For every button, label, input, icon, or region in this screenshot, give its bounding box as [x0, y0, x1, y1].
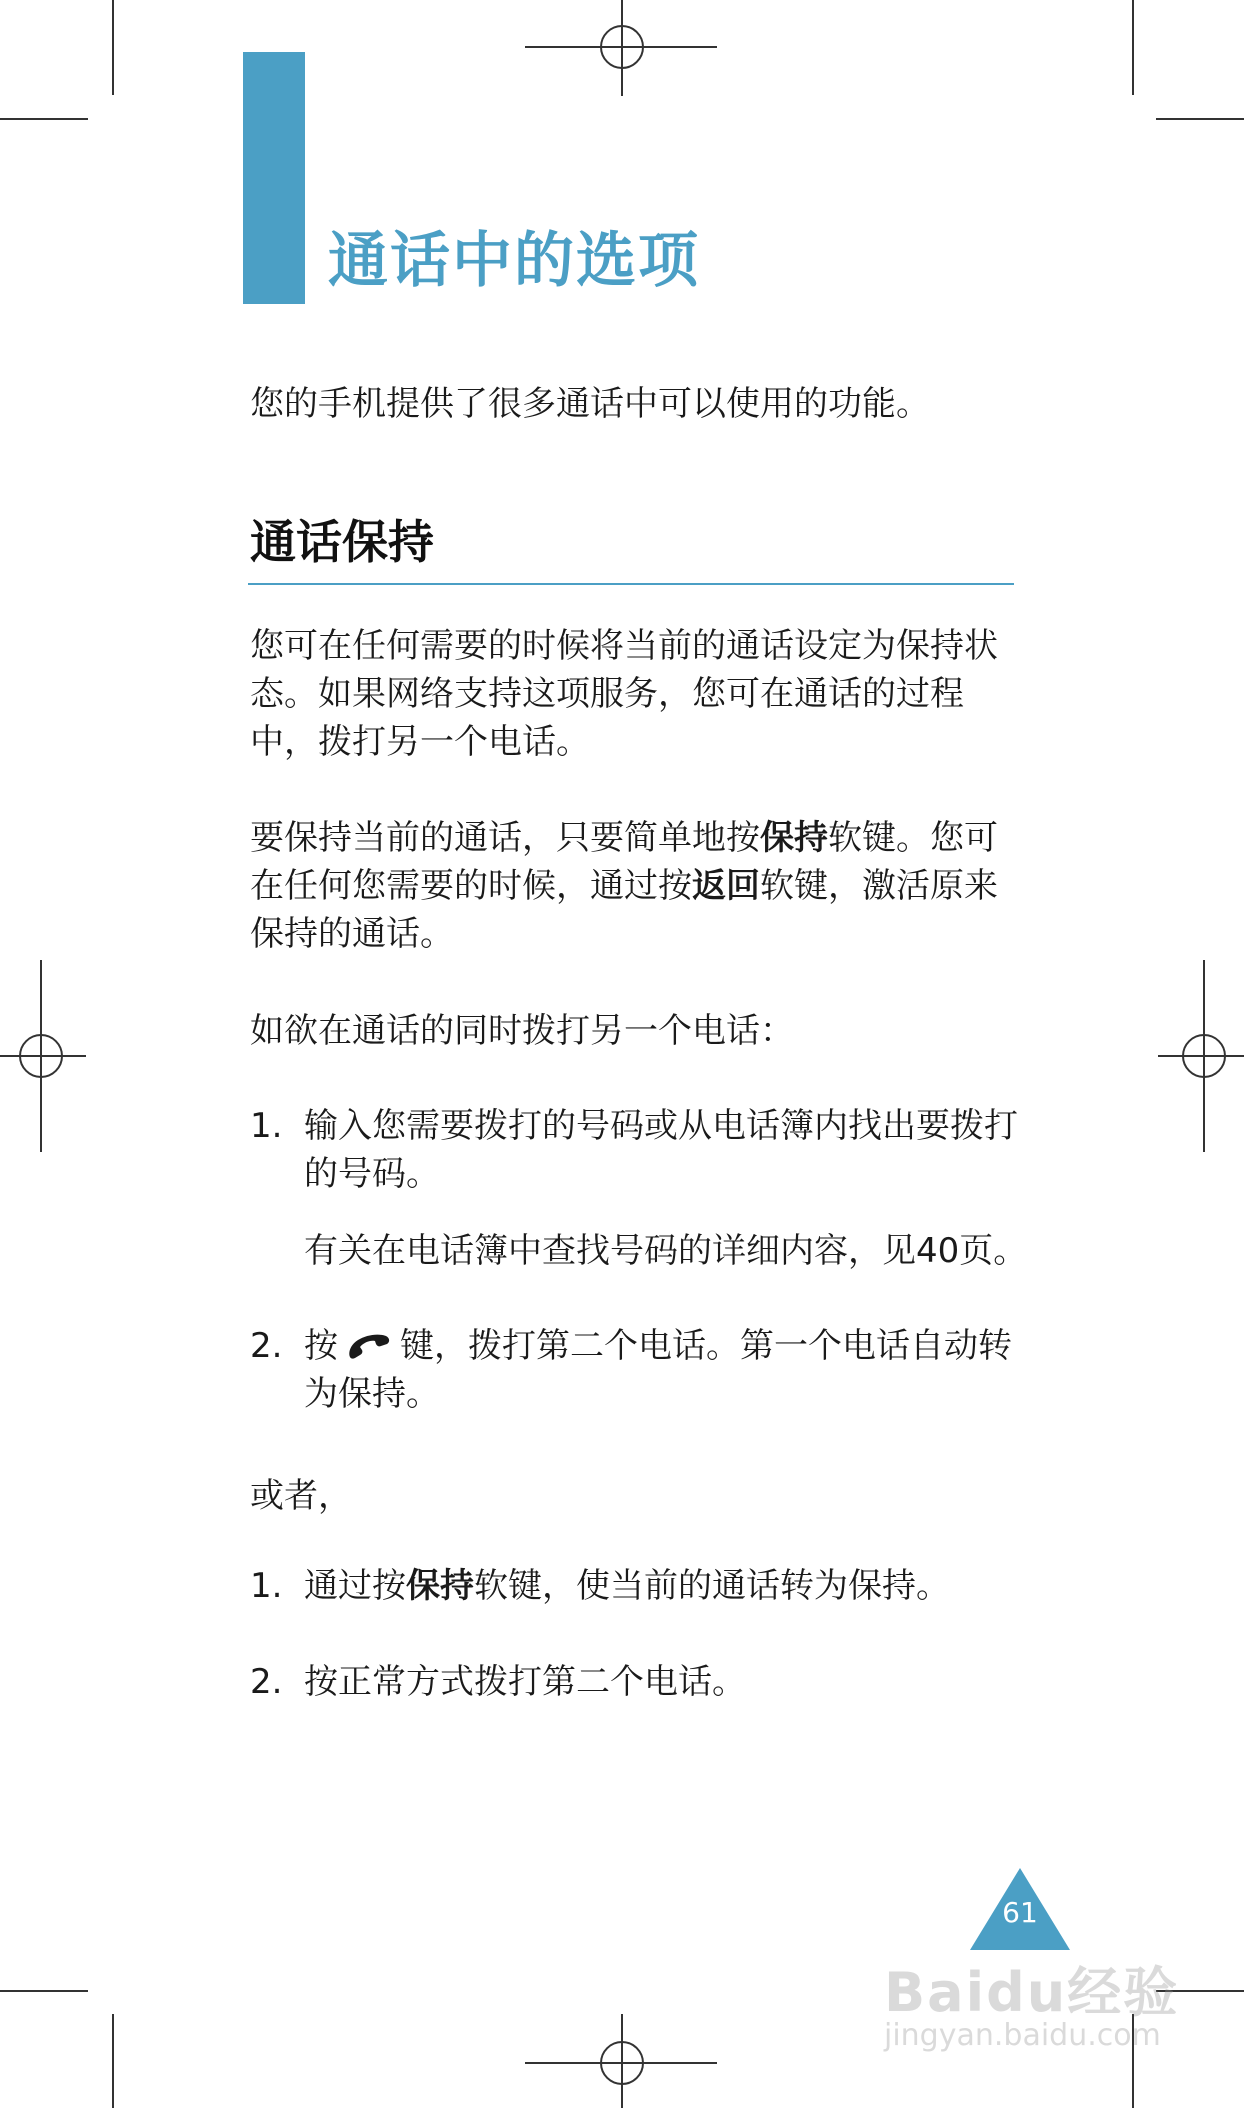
paragraph-hold-intro: 您可在任何需要的时候将当前的通话设定为保持状态。如果网络支持这项服务，您可在通话的过程中，拨打另一个电话。 — [250, 626, 998, 762]
text-run: 通过按 — [304, 1566, 406, 1606]
registration-mark — [19, 1034, 63, 1078]
title-accent-bar — [243, 52, 305, 304]
text-run: 键，拨打第二个电话。第一个电话自动转为保持。 — [304, 1326, 1012, 1414]
text-run: 软键。您可在任何您需要的时候，通过按 — [250, 818, 998, 906]
page-number: 61 — [1002, 1896, 1038, 1929]
registration-mark — [600, 2041, 644, 2085]
intro-text: 您的手机提供了很多通话中可以使用的功能。 — [250, 384, 930, 424]
crop-mark — [1156, 118, 1244, 120]
text-run: 软键，激活原来保持的通话。 — [250, 866, 998, 954]
send-call-icon — [346, 1331, 392, 1361]
watermark-url: jingyan.baidu.com — [884, 2018, 1161, 2053]
list-number: 1. — [250, 1106, 283, 1146]
list-text: 按正常方式拨打第二个电话。 — [304, 1662, 746, 1702]
watermark-logo: Baidu经验 — [884, 1961, 1180, 2024]
registration-mark — [600, 25, 644, 69]
text-run: 要保持当前的通话，只要简单地按 — [250, 818, 760, 858]
list-text — [304, 1562, 1024, 1610]
paragraph-hold-instructions — [250, 814, 1010, 958]
softkey-back-label: 返回 — [692, 866, 760, 906]
list-text — [304, 1322, 1024, 1418]
phonebook-note: 有关在电话簿中查找号码的详细内容，见40页。 — [304, 1231, 1028, 1271]
list-number: 2. — [250, 1662, 283, 1702]
crop-mark — [0, 1990, 88, 1992]
softkey-hold-label: 保持 — [760, 818, 828, 858]
section-heading: 通话保持 — [250, 515, 434, 569]
text-run: 软键，使当前的通话转为保持。 — [474, 1566, 950, 1606]
softkey-hold-label: 保持 — [406, 1566, 474, 1606]
registration-mark — [1182, 1034, 1226, 1078]
crop-mark — [112, 2014, 114, 2108]
crop-mark — [112, 0, 114, 95]
list-number: 2. — [250, 1326, 283, 1366]
crop-mark — [1132, 0, 1134, 95]
text-run: 按 — [304, 1326, 338, 1366]
list-number: 1. — [250, 1566, 283, 1606]
paragraph-second-call: 如欲在通话的同时拨打另一个电话： — [250, 1011, 794, 1051]
section-divider — [248, 583, 1014, 585]
paragraph-alternatively: 或者， — [250, 1476, 352, 1516]
list-text: 输入您需要拨打的号码或从电话簿内找出要拨打的号码。 — [304, 1106, 1018, 1194]
crop-mark — [0, 118, 88, 120]
page-title: 通话中的选项 — [328, 226, 700, 296]
